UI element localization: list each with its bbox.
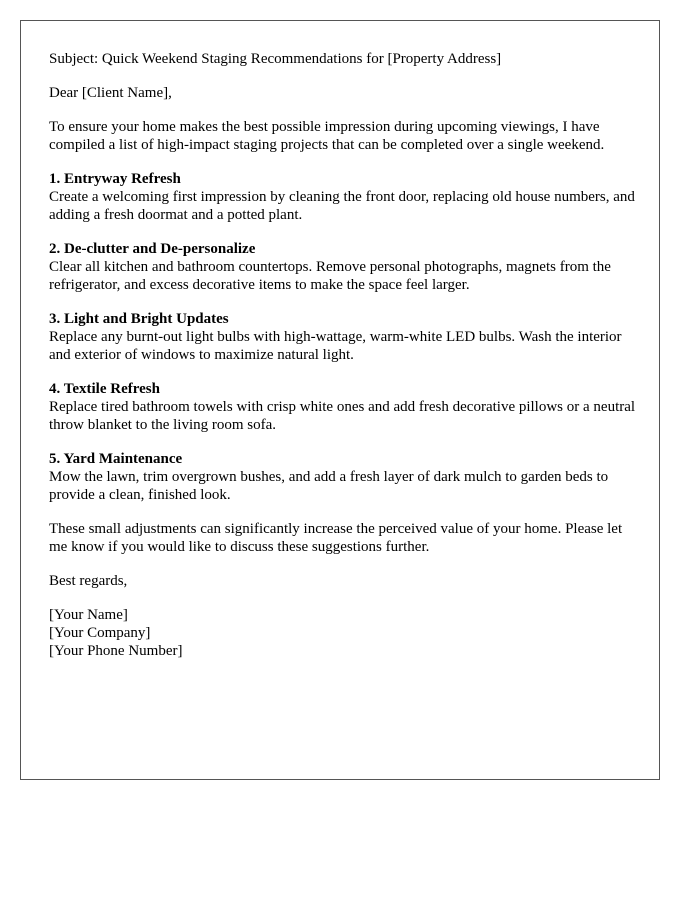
section-title: 3. Light and Bright Updates [49, 311, 229, 327]
section-text: Replace tired bathroom towels with crisp white ones and add fresh decorative pillows or a neutral throw blanket to the living room sofa. [49, 399, 636, 433]
letter-page [20, 20, 660, 780]
letter-greeting: Dear [Client Name], [49, 85, 172, 101]
signature-company: [Your Company] [49, 625, 151, 641]
section-text: Replace any burnt-out light bulbs with high-wattage, warm-white LED bulbs. Wash the interior and exterior of windows to maximize natural light. [49, 329, 622, 363]
section-entryway-refresh [49, 170, 639, 224]
signature-phone: [Your Phone Number] [49, 643, 183, 659]
section-title: 1. Entryway Refresh [49, 171, 181, 187]
signature-block [49, 606, 639, 660]
section-light-bright [49, 310, 639, 364]
section-text: Mow the lawn, trim overgrown bushes, and add a fresh layer of dark mulch to garden beds to provide a clean, finished look. [49, 469, 609, 503]
letter-signoff: Best regards, [49, 573, 128, 589]
section-text: Create a welcoming first impression by cleaning the front door, replacing old house numbers, and adding a fresh doormat and a potted plant. [49, 189, 635, 223]
signature-name: [Your Name] [49, 607, 128, 623]
letter-closing-paragraph: These small adjustments can significantly increase the perceived value of your home. Please let me know if you would like to discuss these suggestions further. [49, 521, 623, 555]
letter-intro: To ensure your home makes the best possible impression during upcoming viewings, I have compiled a list of high-impact staging projects that can be completed over a single weekend. [49, 119, 605, 153]
letter-subject: Subject: Quick Weekend Staging Recommendations for [Property Address] [49, 51, 502, 67]
section-title: 2. De-clutter and De-personalize [49, 241, 256, 257]
section-declutter [49, 240, 639, 294]
section-text: Clear all kitchen and bathroom countertops. Remove personal photographs, magnets from the refrigerator, and excess decorative items to make the space feel larger. [49, 259, 611, 293]
section-textile-refresh [49, 380, 639, 434]
letter-body [49, 50, 639, 660]
section-title: 5. Yard Maintenance [49, 451, 183, 467]
section-yard-maintenance [49, 450, 639, 504]
section-title: 4. Textile Refresh [49, 381, 160, 397]
